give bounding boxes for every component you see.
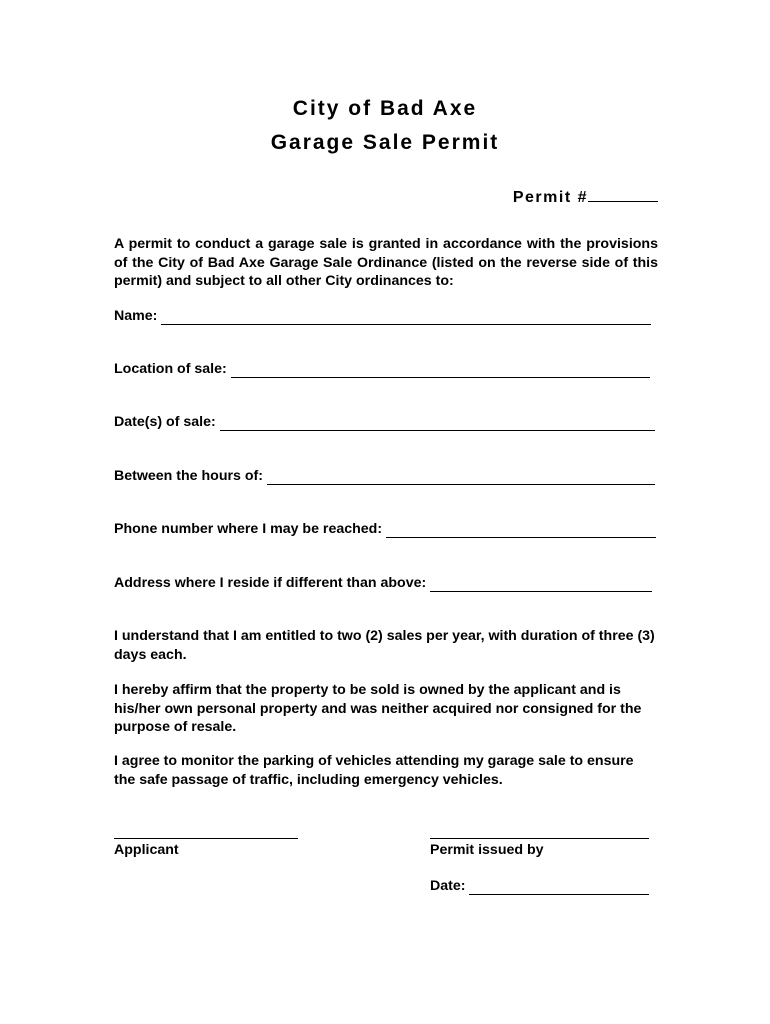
address-label: Address where I reside if different than above: bbox=[114, 575, 427, 591]
phone-field[interactable] bbox=[114, 520, 656, 538]
date-label: Date: bbox=[430, 878, 466, 894]
phone-label: Phone number where I may be reached: bbox=[114, 521, 383, 537]
issued-by-label: Permit issued by bbox=[430, 842, 544, 858]
location-label: Location of sale: bbox=[114, 361, 227, 377]
permit-number-field[interactable] bbox=[513, 188, 658, 207]
address-input-line[interactable] bbox=[430, 577, 652, 592]
dates-input-line[interactable] bbox=[220, 416, 655, 431]
location-input-line[interactable] bbox=[231, 363, 650, 378]
document-subtitle: Garage Sale Permit bbox=[270, 131, 500, 154]
hours-input-line[interactable] bbox=[267, 470, 655, 485]
issued-by-signature-line[interactable] bbox=[430, 838, 649, 839]
name-field[interactable] bbox=[114, 307, 651, 325]
dates-field[interactable] bbox=[114, 413, 655, 431]
hours-label: Between the hours of: bbox=[114, 468, 263, 484]
sales-limit-statement: I understand that I am entitled to two (2) sales per year, with duration of three (3) days each. bbox=[114, 628, 655, 663]
date-field[interactable] bbox=[430, 877, 649, 895]
address-field[interactable] bbox=[114, 574, 652, 592]
name-input-line[interactable] bbox=[161, 310, 651, 325]
date-input-line[interactable] bbox=[469, 880, 649, 895]
name-label: Name: bbox=[114, 308, 158, 324]
applicant-label: Applicant bbox=[114, 842, 179, 858]
ownership-statement: I hereby affirm that the property to be sold is owned by the applicant and is his/her own personal property and was neither acquired nor consigned for the purpose of resale. bbox=[114, 682, 642, 735]
phone-input-line[interactable] bbox=[386, 523, 656, 538]
applicant-signature-line[interactable] bbox=[114, 838, 298, 839]
dates-label: Date(s) of sale: bbox=[114, 414, 216, 430]
document-title: City of Bad Axe bbox=[292, 97, 478, 120]
parking-statement: I agree to monitor the parking of vehicles attending my garage sale to ensure the safe passage of traffic, including emergency vehicles. bbox=[114, 753, 634, 788]
intro-paragraph: A permit to conduct a garage sale is granted in accordance with the provisions of the City of Bad Axe Garage Sale Ordinance (listed on the reverse side of this permit) and subject to all other City ordinances to: bbox=[114, 236, 658, 289]
location-field[interactable] bbox=[114, 360, 650, 378]
permit-number-label: Permit # bbox=[512, 189, 588, 206]
hours-field[interactable] bbox=[114, 467, 655, 485]
permit-number-line[interactable] bbox=[588, 188, 658, 202]
